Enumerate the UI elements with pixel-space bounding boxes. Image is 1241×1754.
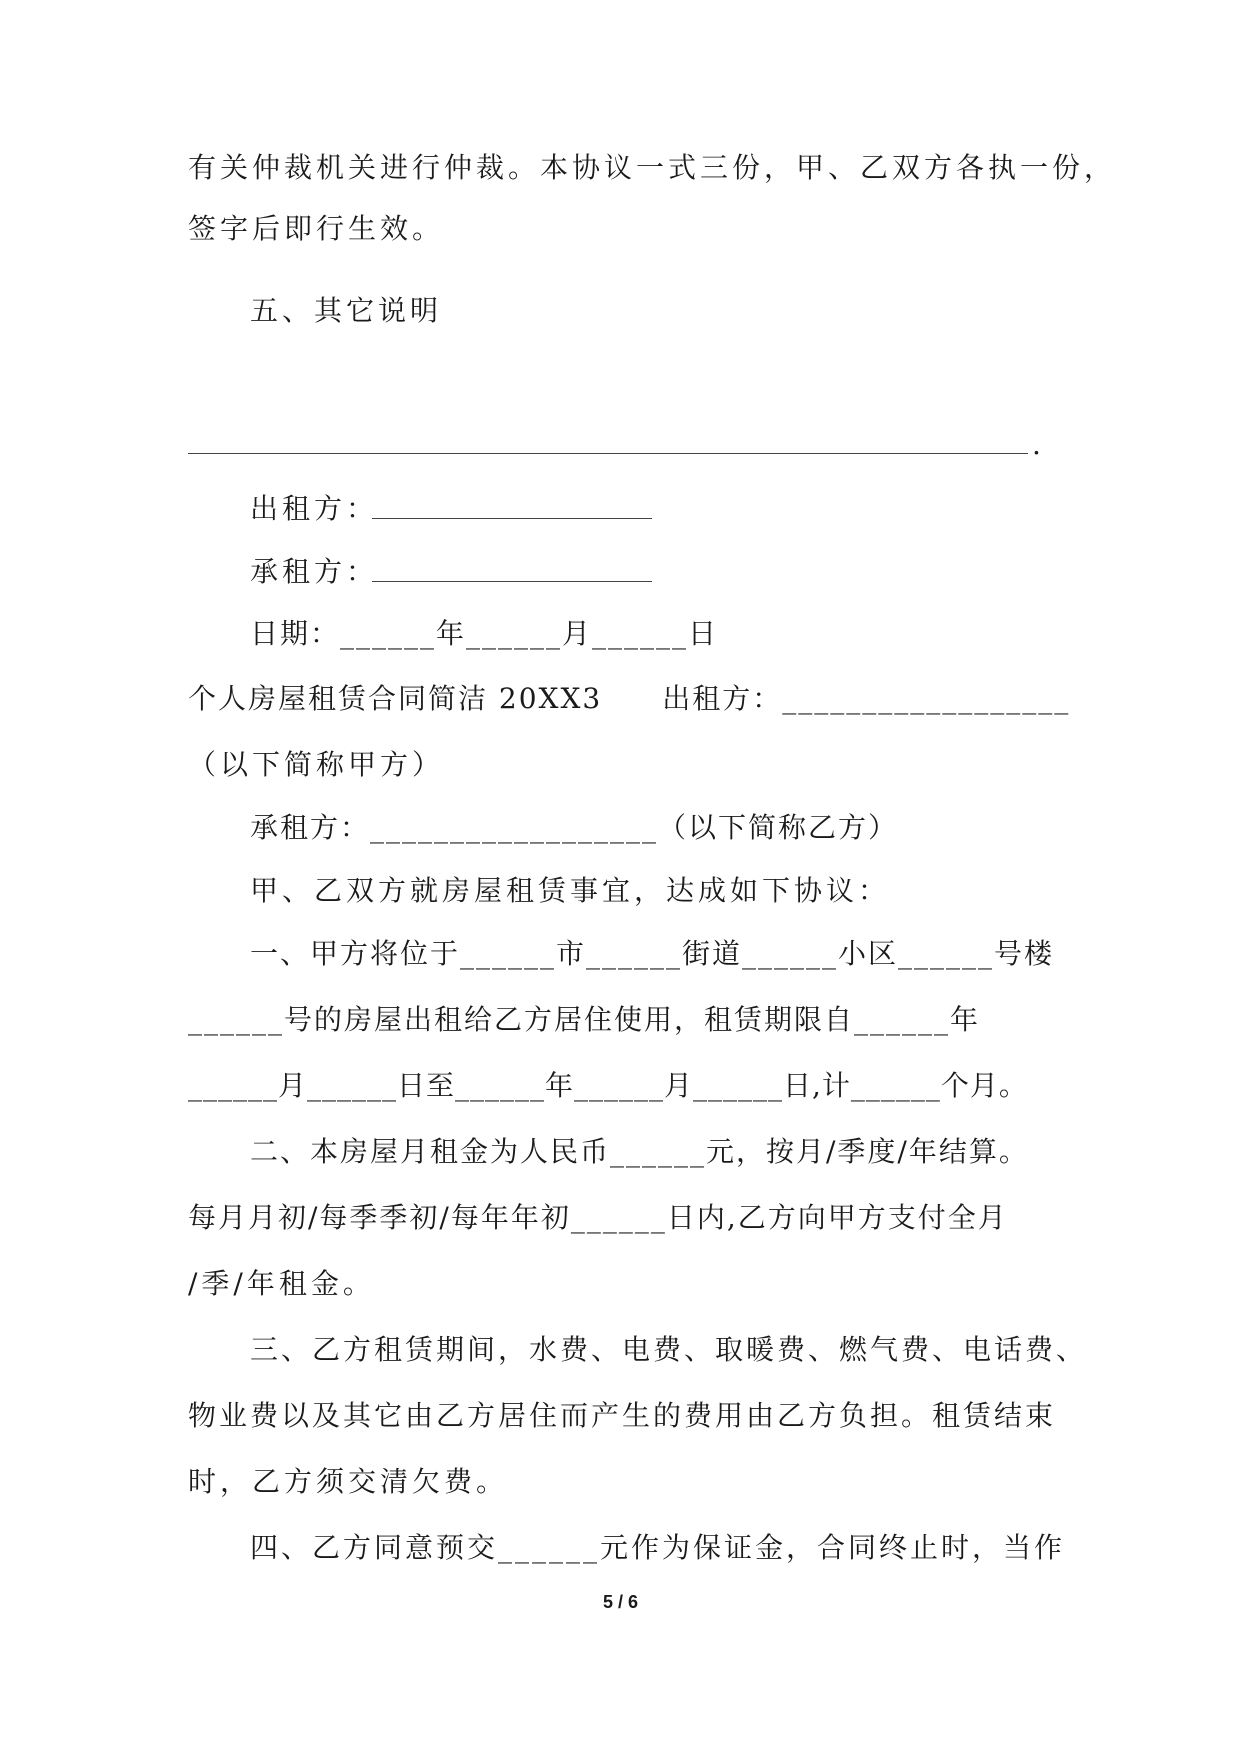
paragraph-line: 签字后即行生效。 [188, 212, 445, 245]
clause-1-cont: ______月______日至______年______月______日,计______个月。 [188, 1069, 1028, 1102]
clause-3: 三、乙方租赁期间，水费、电费、取暖费、燃气费、电话费、 [250, 1333, 1088, 1366]
clause-3-cont: 物业费以及其它由乙方居住而产生的费用由乙方负担。租赁结束 [188, 1399, 1057, 1432]
lessee-blank [372, 581, 652, 582]
contract-title-line: 个人房屋租赁合同简洁 20XX3 出租方：__________________ [188, 682, 1071, 715]
clause-3-cont: 时，乙方须交清欠费。 [188, 1465, 509, 1498]
clause-2: 二、本房屋月租金为人民币______元，按月/季度/年结算。 [250, 1135, 1029, 1168]
paragraph-line: （以下简称甲方） [188, 748, 445, 781]
clause-1-cont: ______号的房屋出租给乙方居住使用，租赁期限自______年 [188, 1003, 981, 1036]
lessor-label: 出租方： [250, 492, 379, 525]
lessor-blank [372, 518, 652, 519]
lessee-label: 承租方： [250, 555, 379, 588]
clause-1: 一、甲方将位于______市______街道______小区______号楼 [250, 937, 1055, 970]
blank-line-end: . [1032, 428, 1041, 461]
clause-2-cont: 每月月初/每季季初/每年年初______日内,乙方向甲方支付全月 [188, 1201, 1008, 1234]
clause-2-cont: /季/年租金。 [188, 1267, 375, 1300]
clause-4: 四、乙方同意预交______元作为保证金，合同终止时，当作 [250, 1531, 1066, 1564]
paragraph-line: 承租方：__________________（以下简称乙方） [250, 811, 899, 844]
paragraph-line: 甲、乙双方就房屋租赁事宜，达成如下协议： [250, 874, 891, 907]
paragraph-line: 有关仲裁机关进行仲裁。本协议一式三份，甲、乙双方各执一份， [188, 151, 1117, 184]
page-number: 5 / 6 [602, 1592, 639, 1612]
blank-line [188, 453, 1028, 454]
date-line: 日期：______年______月______日 [250, 617, 719, 650]
section-heading: 五、其它说明 [250, 294, 443, 327]
